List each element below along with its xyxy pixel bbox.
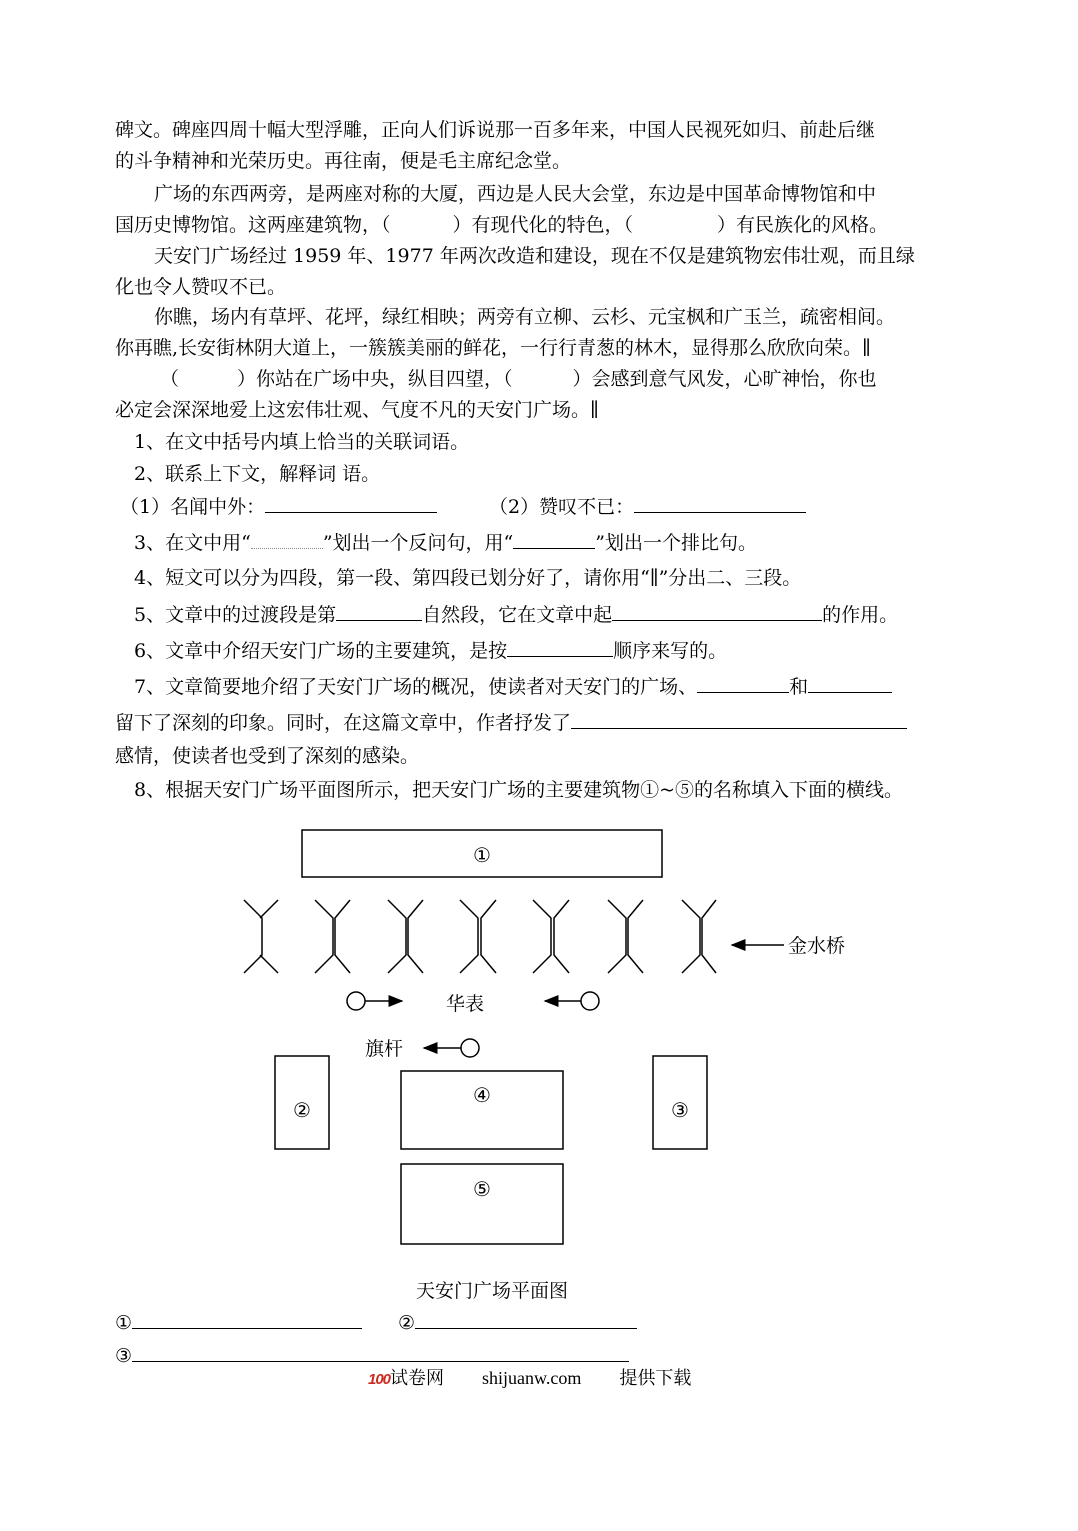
building-1-label: ① [473, 843, 491, 867]
building-4 [401, 1071, 563, 1149]
bridge-7 [682, 900, 716, 973]
passage-line: 广场的东西两旁，是两座对称的大厦，西边是人民大会堂，东边是中国革命博物馆和中 [154, 183, 877, 205]
diagram-caption: 天安门广场平面图 [415, 1280, 569, 1302]
huabiao-label: 华表 [446, 993, 485, 1015]
flagpole-icon [424, 1039, 479, 1057]
question-6-text: 顺序来写的。 [613, 640, 728, 662]
passage-text: 国历史博物馆。这两座建筑物，（ [115, 214, 391, 236]
passage-text: ）你站在广场中央，纵目四望，（ [237, 368, 513, 390]
passage-line: 你再瞧,长安街林阴大道上，一簇簇美丽的鲜花，一行行青葱的林木，显得那么欣欣向荣。∥ [115, 337, 871, 359]
passage-text: （ [160, 368, 180, 390]
passage-line: 的斗争精神和光荣历史。再往南，便是毛主席纪念堂。 [115, 150, 572, 172]
bridge-label: 金水桥 [788, 935, 846, 957]
question-7-text: 7、文章简要地介绍了天安门广场的概况，使读者对天安门的广场、 [134, 676, 698, 698]
passage-line: 天安门广场经过 1959 年、1977 年两次改造和建设，现在不仅是建筑物宏伟壮观，而且绿 [154, 245, 915, 267]
bridge-1 [244, 900, 278, 973]
question-3-text: ”划出一个反问句，用“ [322, 532, 514, 554]
question-4: 4、短文可以分为四段，第一段、第四段已划分好了，请你用“∥”分出二、三段。 [134, 567, 802, 589]
question-7-text: 留下了深刻的印象。同时，在这篇文章中，作者抒发了 [115, 712, 572, 734]
flagpole-label: 旗杆 [365, 1038, 404, 1060]
question-5-text: 5、文章中的过渡段是第 [134, 604, 337, 626]
building-4-label: ④ [473, 1083, 491, 1107]
question-1: 1、在文中括号内填上恰当的关联词语。 [134, 431, 470, 453]
passage-line: 你瞧，场内有草坪、花坪，绿红相映；两旁有立柳、云杉、元宝枫和广玉兰，疏密相间。 [154, 306, 896, 328]
bridge-5 [533, 900, 569, 973]
bridge-3 [388, 900, 423, 973]
building-3-label: ③ [671, 1098, 689, 1122]
answer-label-3: ③ [115, 1345, 133, 1367]
bridge-4 [460, 900, 496, 973]
bridge-6 [608, 900, 643, 973]
question-3-text: 3、在文中用“ [134, 532, 251, 554]
building-2-label: ② [293, 1098, 311, 1122]
building-3 [653, 1056, 707, 1149]
huabiao-left-icon [347, 992, 402, 1010]
site-url[interactable]: shijuanw.com [482, 1368, 582, 1388]
answer-row-3 [115, 1343, 629, 1368]
building-5 [401, 1164, 563, 1244]
answer-blank-1[interactable] [132, 1310, 362, 1329]
passage-line: 化也令人赞叹不已。 [115, 276, 287, 298]
question-3-text: ”划出一个排比句。 [595, 532, 757, 554]
passage-text: ）有现代化的特色，（ [452, 214, 634, 236]
answer-label-2: ② [398, 1312, 416, 1334]
site-name: 试卷网 [390, 1368, 445, 1388]
passage-line: 必定会深深地爱上这宏伟壮观、气度不凡的天安门广场。∥ [115, 399, 599, 421]
question-2-sub1: （1）名闻中外： [120, 496, 266, 518]
question-2: 2、联系上下文，解释词 语。 [134, 463, 381, 485]
answer-label-1: ① [115, 1312, 133, 1334]
passage-text: ）会感到意气风发，心旷神怡，你也 [572, 368, 877, 390]
answer-row-2 [398, 1310, 637, 1335]
question-2-sub2: （2）赞叹不已： [489, 496, 635, 518]
question-7-text: 和 [789, 676, 809, 698]
passage-text: ）有民族化的风格。 [717, 214, 889, 236]
building-2 [275, 1056, 329, 1149]
huabiao-right-icon [545, 992, 599, 1010]
answer-row-1 [115, 1310, 362, 1335]
question-5-text: 自然段，它在文章中起 [422, 604, 613, 626]
answer-blank-3[interactable] [132, 1343, 629, 1362]
building-1 [302, 830, 662, 877]
question-8: 8、根据天安门广场平面图所示，把天安门广场的主要建筑物①~⑤的名称填入下面的横线。 [134, 779, 904, 801]
download-note: 提供下载 [619, 1368, 692, 1388]
footer [368, 1366, 691, 1392]
bridge-2 [315, 900, 350, 973]
question-6-text: 6、文章中介绍天安门广场的主要建筑，是按 [134, 640, 508, 662]
answer-blank-2[interactable] [415, 1310, 637, 1329]
passage-line: 碑文。碑座四周十幅大型浮雕，正向人们诉说那一百多年来，中国人民视死如归、前赴后继 [115, 119, 876, 141]
site-logo: 100 [368, 1371, 391, 1388]
question-7-line3: 感情，使读者也受到了深刻的感染。 [115, 745, 420, 767]
jinshui-bridges [244, 900, 716, 973]
question-5-text: 的作用。 [822, 604, 899, 626]
building-5-label: ⑤ [473, 1177, 491, 1201]
